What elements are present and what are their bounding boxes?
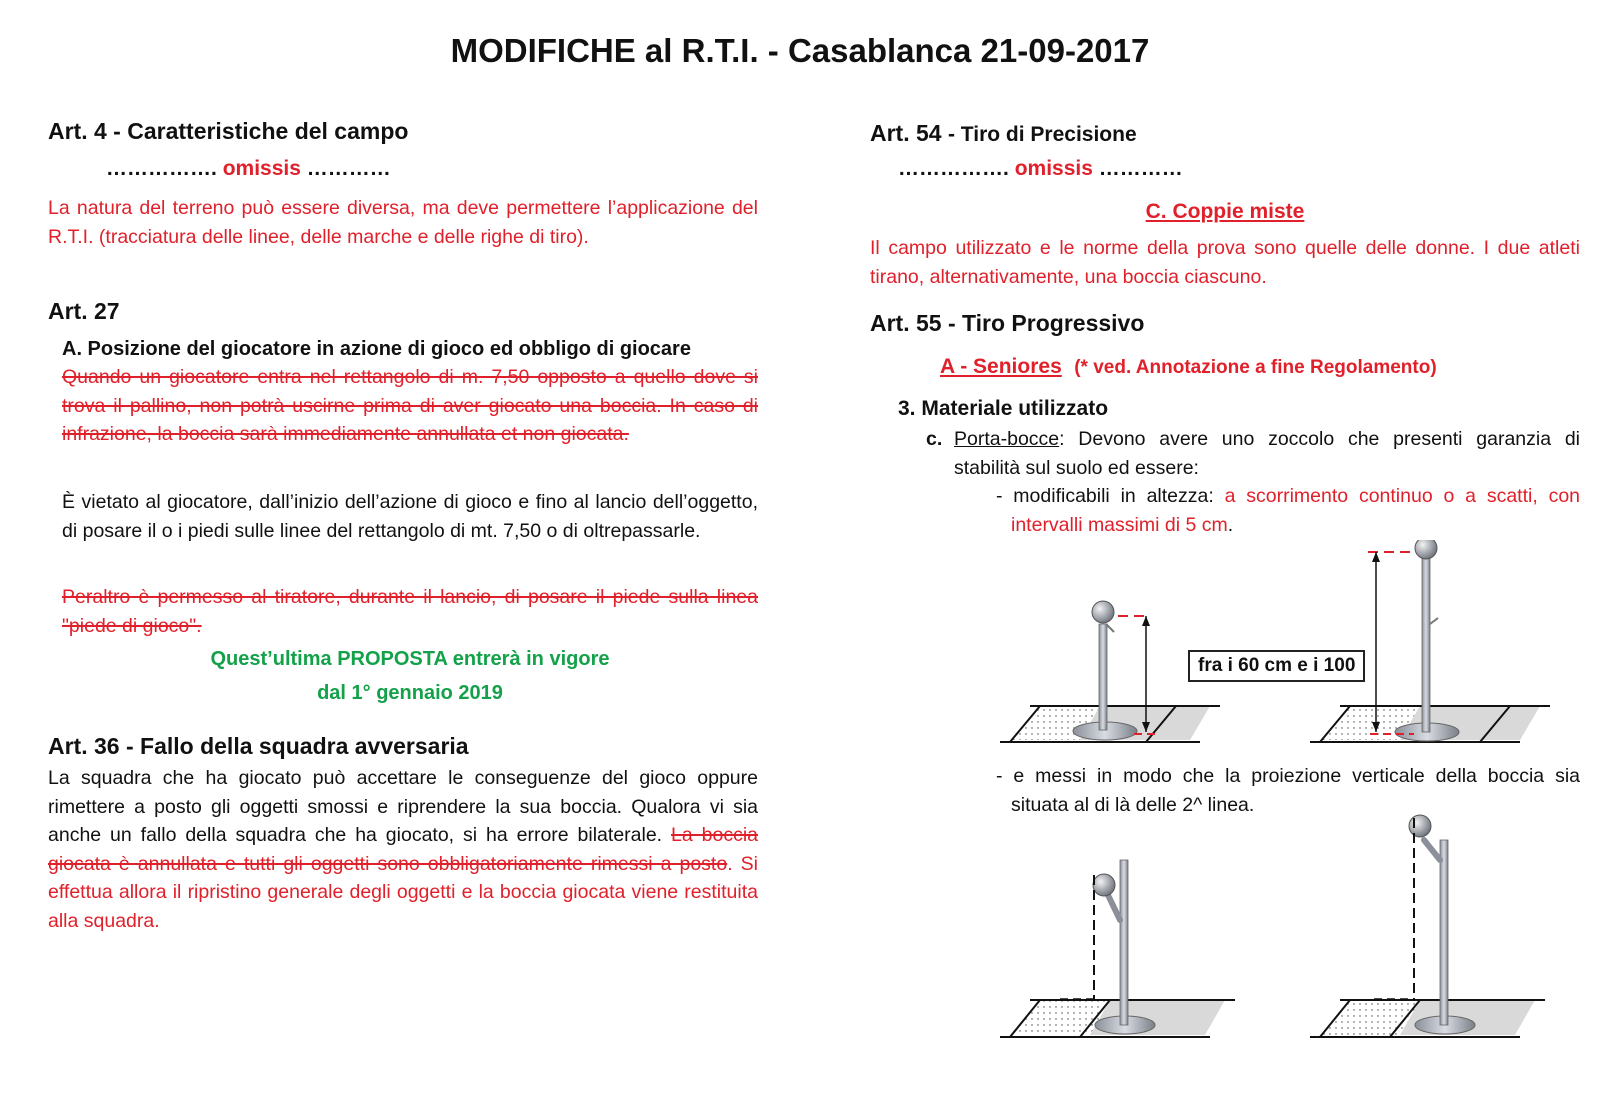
art54-omissis <box>898 157 1183 181</box>
art54-number: Art. 54 <box>870 120 942 146</box>
art36-text-2: Qualora vi sia anche un fallo della squadra che ha giocato, si ha errore bilaterale. <box>48 795 758 846</box>
porta-bocce-desc: : Devono avere uno zoccolo che presenti garanzia di stabilità sul suolo ed essere: <box>954 428 1580 479</box>
figure-stand-high <box>1310 540 1570 765</box>
bullet-proiezione: - e messi in modo che la proiezione verticale della boccia sia situata al di là delle 2^ linea. <box>996 765 1580 816</box>
art27-subheading: A. Posizione del giocatore in azione di gioco ed obbligo di giocare <box>62 338 691 360</box>
art4-heading: Art. 4 - Caratteristiche del campo <box>48 118 409 144</box>
art54-text: Il campo utilizzato e le norme della prova sono quelle delle donne. I due atleti tirano, alternativamente, una boccia ciascuno. <box>870 237 1580 288</box>
omissis-dots: ………… <box>1098 157 1183 180</box>
art36-heading: Art. 36 - Fallo della squadra avversaria <box>48 733 469 759</box>
item-c-text <box>954 425 1580 482</box>
art54-title: - Tiro di Precisione <box>947 123 1137 146</box>
item-c-label: c. <box>926 428 943 450</box>
art36-struck-text: La boccia giocata è annullata e tutti gli oggetti sono obbligatoriamente rimessi a posto <box>48 824 759 875</box>
figure-stand-low <box>1000 600 1240 765</box>
omissis-dots: ……………. <box>898 157 1009 180</box>
bullet-modificabili <box>996 482 1580 539</box>
figure-stand-projection-short <box>1000 855 1240 1045</box>
seniores-label: A - Seniores <box>940 355 1062 378</box>
coppie-miste-heading: C. Coppie miste <box>1145 200 1305 223</box>
height-range-label: fra i 60 cm e i 100 <box>1188 650 1365 682</box>
bullet-1-end: . <box>1227 513 1234 536</box>
art27-heading: Art. 27 <box>48 298 120 324</box>
page-title: MODIFICHE al R.T.I. - Casablanca 21-09-2017 <box>450 32 1150 69</box>
art27-struck-text-1: Quando un giocatore entra nel rettangolo di m. 7,50 opposto a quello dove si trova il pallino, non potrà uscirne prima di aver giocato una boccia. In caso di infrazione, la boccia sarà immediamente annullata et non giocata. <box>62 366 758 445</box>
art27-text: È vietato al giocatore, dall’inizio dell’azione di gioco e fino al lancio dell’oggetto, di posare il o i piedi sulle linee del rettangolo di mt. 7,50 o di oltrepassarle. <box>62 491 758 542</box>
proposal-line-2: dal 1° gennaio 2019 <box>317 682 503 704</box>
art54-heading <box>870 120 1137 147</box>
omissis-dots: ………… <box>306 157 391 180</box>
porta-bocce-term: Porta-bocce <box>954 428 1060 450</box>
art36-red-text: . Si effettua allora il ripristino generale degli oggetti e la boccia giocata viene restituita alla squadra. <box>48 852 758 932</box>
art27-struck-text-2: Peraltro è permesso al tiratore, durante il lancio, di posare il piede sulla linea "piede di gioco". <box>62 586 758 637</box>
bullet-1-red: a scorrimento continuo o a scatti, con intervalli massimi di 5 cm <box>1011 485 1581 536</box>
omissis-dots: ……………. <box>106 157 217 180</box>
proposal-line-1: Quest’ultima PROPOSTA entrerà in vigore <box>210 648 610 670</box>
seniores-note: (* ved. Annotazione a fine Regolamento) <box>1074 357 1437 378</box>
omissis-label: omissis <box>222 157 301 180</box>
bullet-1-black: - modificabili in altezza: <box>996 485 1225 507</box>
art55-heading: Art. 55 - Tiro Progressivo <box>870 310 1145 336</box>
seniores-heading <box>940 355 1437 379</box>
art4-omissis <box>106 157 391 181</box>
figure-stand-projection-tall <box>1310 810 1570 1045</box>
art4-text: La natura del terreno può essere diversa, ma deve permettere l’applicazione del R.T.I. (tracciatura delle linee, delle marche e delle righe di tiro). <box>48 197 758 248</box>
art36-paragraph <box>48 764 758 935</box>
section-3-heading: 3. Materiale utilizzato <box>898 397 1109 420</box>
art36-text-1: La squadra che ha giocato può accettare le conseguenze del gioco oppure rimettere a posto gli oggetti smossi e riprendere la sua boccia. <box>48 767 758 818</box>
omissis-label: omissis <box>1014 157 1093 180</box>
